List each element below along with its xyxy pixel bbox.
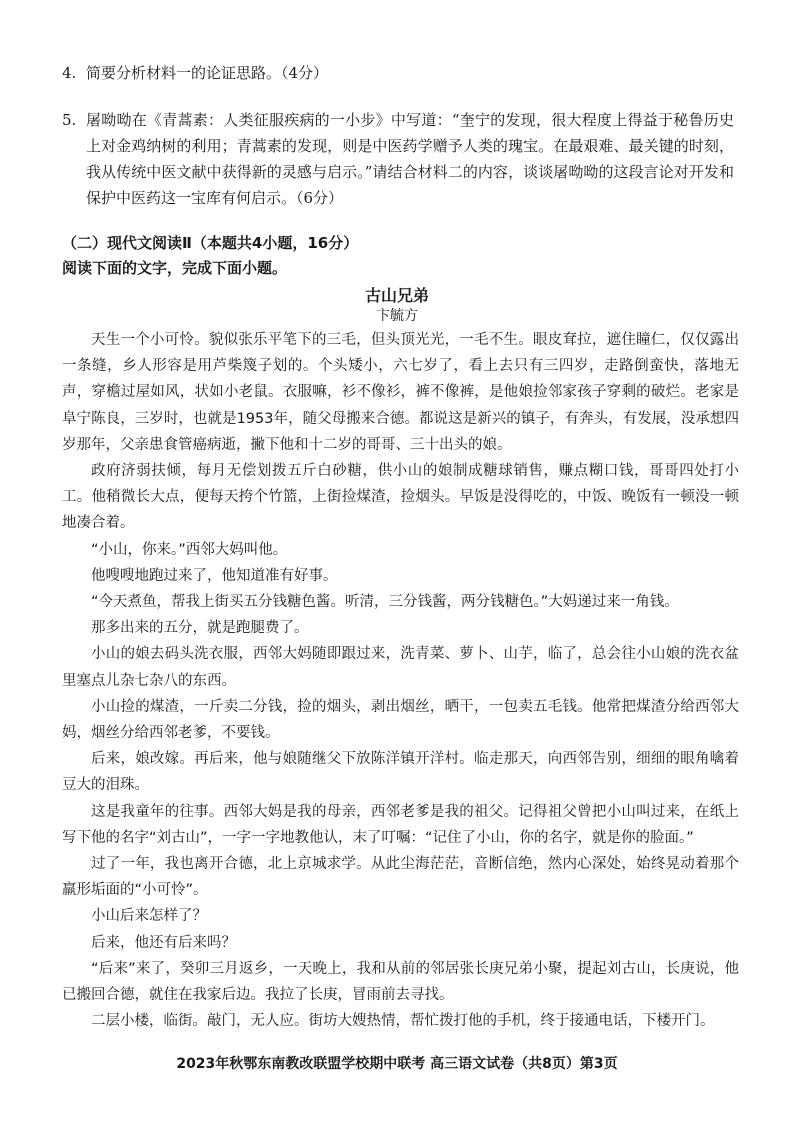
- story-paragraph: 小山捡的煤渣，一斤卖二分钱，捡的烟头，剥出烟丝，晒干，一包卖五毛钱。他常把煤渣分给西邻大妈，烟丝分给西邻老爹，不要钱。: [62, 698, 739, 742]
- section-instruction: 阅读下面的文字，完成下面小题。: [62, 259, 288, 277]
- story-paragraph: 政府济弱扶倾，每月无偿划拨五斤白砂糖，供小山的娘制成糖球销售，赚点糊口钱，哥哥四处打小工。他稍微长大点，便每天挎个竹篮，上街捡煤渣，捡烟头。早饭是没得吃的，中饭、晚饭有一顿没一顿地凑合着。: [62, 463, 739, 532]
- question-number: 4.: [62, 64, 77, 82]
- story-paragraph: 过了一年，我也离开合德，北上京城求学。从此尘海茫茫，音断信绝，然内心深处，始终晃动着那个羸形垢面的“小可怜”。: [62, 856, 739, 899]
- story-body: [62, 327, 739, 1034]
- story-paragraph: “后来”来了，癸卯三月返乡，一天晚上，我和从前的邻居张长庚兄弟小聚，提起刘古山，长庚说，他已搬回合德，就住在我家后边。我拉了长庚，冒雨前去寻找。: [62, 960, 739, 1004]
- section-heading: （二）现代文阅读Ⅱ（本题共4小题，16分）: [62, 234, 359, 252]
- question-text: 屠呦呦在《青蒿素：人类征服疾病的一小步》中写道：“奎宁的发现，很大程度上得益于秘鲁历史上对金鸡纳树的利用；青蒿素的发现，则是中医药学赠予人类的瑰宝。在最艰难、最关键的时刻，我从传统中医文献中获得新的灵感与启示。”请结合材料二的内容，谈谈屠呦呦的这段言论对开发和保护中医药这一宝库有何启示。（6分）: [86, 111, 734, 207]
- story-title: 古山兄弟: [364, 286, 429, 305]
- page-footer: 2023年秋鄂东南教改联盟学校期中联考 高三语文试卷（共8页）第3页: [176, 1056, 618, 1072]
- story-paragraph: 小山后来怎样了？: [91, 908, 207, 925]
- story-paragraph: “今天煮鱼，帮我上街买五分钱糖色酱。听清，三分钱酱，两分钱糖色。”大妈递过来一角钱。: [91, 594, 679, 611]
- story-author: 卞毓方: [376, 308, 418, 324]
- story-paragraph: 小山的娘去码头洗衣服，西邻大妈随即跟过来，洗青菜、萝卜、山芋，临了，总会往小山娘的洗衣盆里塞点儿杂七杂八的东西。: [62, 646, 739, 689]
- story-paragraph: “小山，你来。”西邻大妈叫他。: [91, 541, 288, 558]
- question-5: [62, 107, 734, 211]
- story-paragraph: 后来，他还有后来吗？: [91, 934, 236, 951]
- question-number: 5.: [62, 111, 77, 129]
- question-text: 简要分析材料一的论证思路。（4分）: [86, 64, 329, 82]
- story-paragraph: 那多出来的五分，就是跑腿费了。: [91, 620, 309, 637]
- question-4: [62, 60, 734, 86]
- story-paragraph: 这是我童年的往事。西邻大妈是我的母亲，西邻老爹是我的祖父。记得祖父曾把小山叫过来，在纸上写下他的名字“刘古山”，一字一字地教他认，末了叮嘱：“记住了小山，你的名字，就是你的脸面。”: [62, 803, 739, 846]
- story-paragraph: 天生一个小可怜。貌似张乐平笔下的三毛，但头顶光光，一毛不生。眼皮耷拉，遮住瞳仁，仅仅露出一条缝，乡人形容是用芦柴篾子划的。个头矮小，六七岁了，看上去只有三四岁，走路倒蛮快，落地无声，穿檐过屋如风，状如小老鼠。衣服嘛，衫不像衫，裤不像裤，是他娘捡邻家孩子穿剩的破烂。老家是阜宁陈良，三岁时，也就是1953年，随父母搬来合德。都说这是新兴的镇子，有奔头，有发展，没承想四岁那年，父亲患食管癌病逝，撇下他和十二岁的哥哥、三十出头的娘。: [62, 332, 739, 453]
- story-paragraph: 他嗖嗖地跑过来了，他知道准有好事。: [91, 567, 338, 584]
- story-paragraph: 后来，娘改嫁。再后来，他与娘随继父下放陈洋镇开洋村。临走那天，向西邻告别，细细的眼角噙着豆大的泪珠。: [62, 751, 739, 794]
- story-paragraph: 二层小楼，临街。敲门，无人应。街坊大嫂热情，帮忙拨打他的手机，终于接通电话，下楼开门。: [91, 1013, 715, 1030]
